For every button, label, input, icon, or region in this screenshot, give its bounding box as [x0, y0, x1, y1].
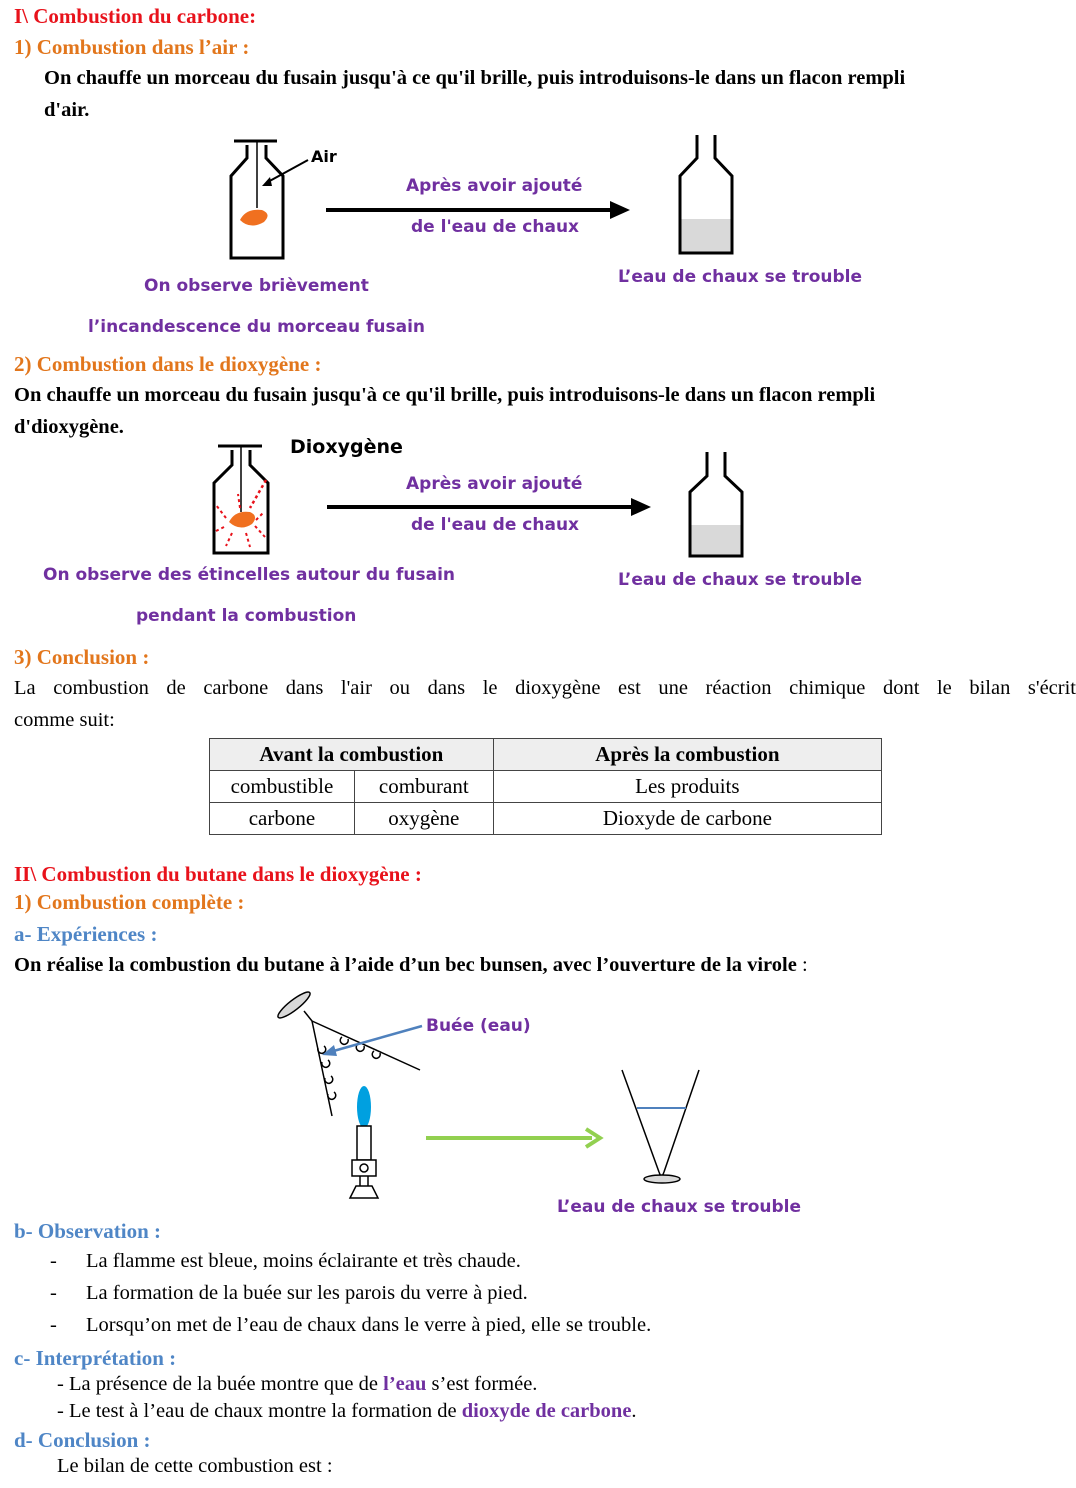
interp1-pre: - La présence de la buée montre que de: [57, 1373, 384, 1395]
table-cell: combustible: [210, 771, 355, 803]
interpretation-line2: [57, 1400, 637, 1423]
part1-text-line2: d'air.: [44, 99, 90, 121]
arrow1-label-line2: de l'eau de chaux: [411, 217, 580, 237]
part3-text-line2: comme suit:: [14, 709, 115, 731]
obs1-line2: l’incandescence du morceau fusain: [88, 317, 426, 337]
obs1-line1: On observe brièvement: [144, 276, 369, 296]
observation-bullet: -: [50, 1250, 57, 1272]
conclusion-title: d- Conclusion :: [14, 1428, 151, 1452]
air-label: Air: [311, 147, 337, 166]
obs2-line2: pendant la combustion: [136, 606, 357, 626]
interpretation-line1: [57, 1373, 537, 1396]
arrow1-label-line1: Après avoir ajouté: [406, 176, 583, 196]
header-before: Avant la combustion: [210, 739, 494, 771]
interp2-pre: - Le test à l’eau de chaux montre la formation de: [57, 1400, 462, 1422]
interp1-highlight: l’eau: [383, 1373, 427, 1395]
observation-item: La formation de la buée sur les parois du verre à pied.: [86, 1282, 528, 1304]
part2-title: 2) Combustion dans le dioxygène :: [14, 352, 322, 376]
interp2-post: .: [631, 1400, 637, 1422]
result2-label: L’eau de chaux se trouble: [618, 570, 863, 590]
header-after: Après la combustion: [493, 739, 881, 771]
observation-item: Lorsqu’on met de l’eau de chaux dans le verre à pied, elle se trouble.: [86, 1314, 652, 1336]
blue-flame-icon: [357, 1086, 371, 1128]
result1-label: L’eau de chaux se trouble: [618, 267, 863, 287]
experiences-title: a- Expériences :: [14, 922, 158, 946]
observation-bullet: -: [50, 1314, 57, 1336]
dioxygen-label: Dioxygène: [290, 436, 403, 458]
arrow2-label-line1: Après avoir ajouté: [406, 474, 583, 494]
experiences-text-tail: :: [796, 954, 808, 976]
bue-label: Buée (eau): [426, 1016, 531, 1036]
observation-item: La flamme est bleue, moins éclairante et très chaude.: [86, 1250, 521, 1272]
interp2-highlight: dioxyde de carbone: [461, 1400, 632, 1422]
obs2-line1: On observe des étincelles autour du fusain: [43, 565, 456, 585]
part1-title: 1) Combustion dans l’air :: [14, 35, 250, 59]
conclusion-text: Le bilan de cette combustion est :: [57, 1455, 333, 1477]
section2-part1-title: 1) Combustion complète :: [14, 890, 245, 914]
arrow2-label-line2: de l'eau de chaux: [411, 515, 580, 535]
observation-bullet: -: [50, 1282, 57, 1304]
part3-title: 3) Conclusion :: [14, 645, 150, 669]
inverted-glass-icon: [275, 989, 420, 1116]
result3-label: L’eau de chaux se trouble: [557, 1197, 802, 1217]
interpretation-title: c- Interprétation :: [14, 1346, 177, 1370]
bue-pointer-line: [330, 1026, 422, 1052]
section2-title: II\ Combustion du butane dans le dioxygène :: [14, 862, 422, 886]
table-cell: Les produits: [493, 771, 881, 803]
stemmed-glass-icon: [622, 1070, 699, 1183]
bunsen-burner-icon: [350, 1126, 378, 1198]
table-cell: oxygène: [354, 803, 493, 835]
section1-title: I\ Combustion du carbone:: [14, 4, 257, 28]
table-cell: Dioxyde de carbone: [493, 803, 881, 835]
table-cell: comburant: [354, 771, 493, 803]
part2-text-line2: d'dioxygène.: [14, 416, 124, 438]
part3-text-line1: La combustion de carbone dans l'air ou dans le dioxygène est une réaction chimique dont le bilan s'écrit: [14, 677, 1076, 699]
part2-text-line1: On chauffe un morceau du fusain jusqu'à ce qu'il brille, puis introduisons-le dans un flacon rempli: [14, 384, 876, 406]
interp1-post: s’est formée.: [426, 1373, 538, 1395]
experiences-text-bold: On réalise la combustion du butane à l’aide d’un bec bunsen, avec l’ouverture de la virole: [14, 954, 797, 976]
part1-text-line1: On chauffe un morceau du fusain jusqu'à ce qu'il brille, puis introduisons-le dans un flacon rempli: [44, 67, 906, 89]
observation-title: b- Observation :: [14, 1219, 161, 1243]
table-cell: carbone: [210, 803, 355, 835]
